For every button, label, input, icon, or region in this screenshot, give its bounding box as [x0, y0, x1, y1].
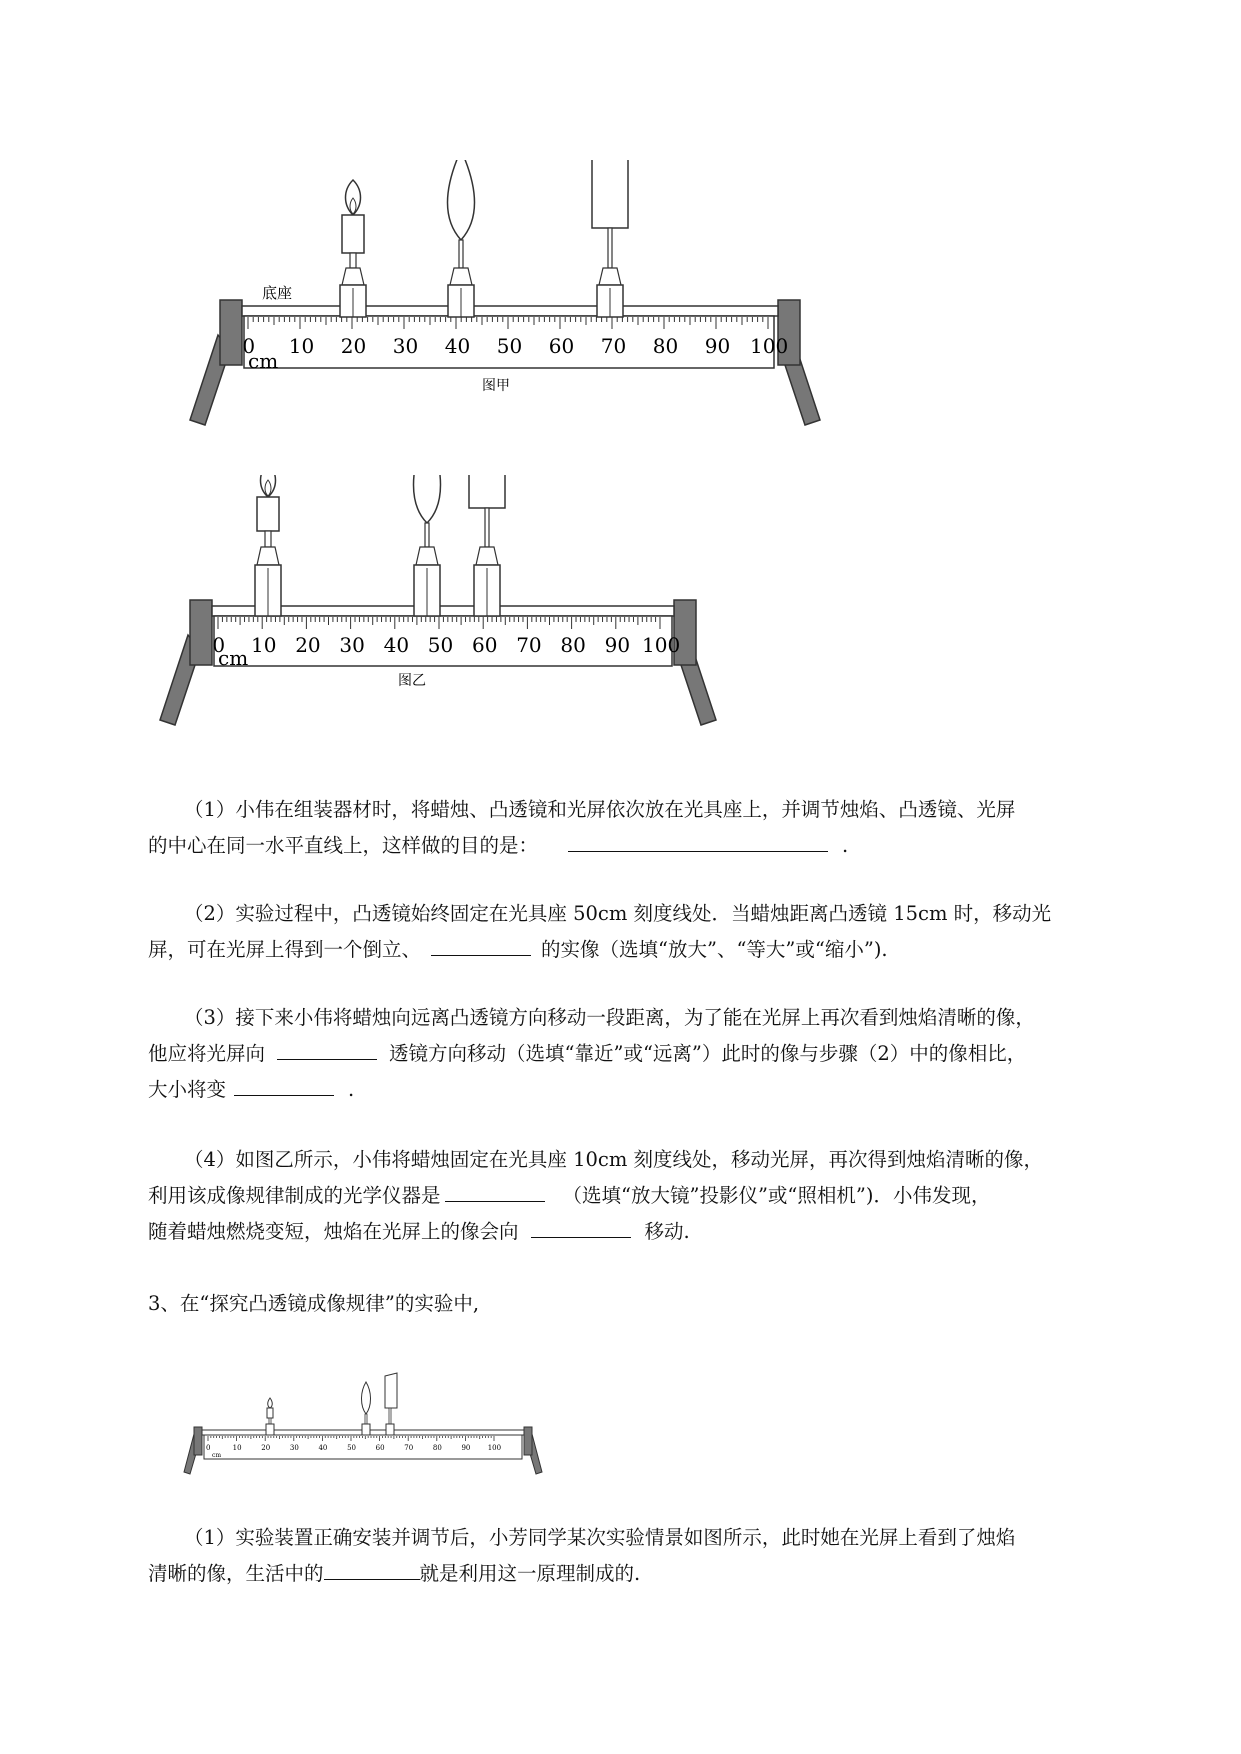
ruler-tick-label: 70 — [404, 1444, 414, 1452]
q3-p1-line2 — [148, 1556, 1148, 1592]
ruler-tick-label: 90 — [604, 633, 631, 657]
q2-p3-line2 — [148, 1036, 1148, 1072]
convex-lens — [414, 475, 441, 616]
ruler-tick-label: 80 — [652, 334, 679, 358]
q3-part-1 — [148, 1520, 1148, 1592]
bench-left-post — [194, 1427, 202, 1455]
q2-p4-line1: （4）如图乙所示，小伟将蜡烛固定在光具座 10cm 刻度线处，移动光屏，再次得到烛焰清晰的像， — [184, 1148, 1044, 1171]
convex-lens — [362, 1382, 371, 1435]
q2-p1-line1: （1）小伟在组装器材时，将蜡烛、凸透镜和光屏依次放在光具座上，并调节烛焰、凸透镜、光屏 — [184, 798, 1016, 821]
q2-p4-line2-text: 利用该成像规律制成的光学仪器是 — [148, 1184, 441, 1207]
q2-p3-line3-end: . — [348, 1078, 355, 1101]
q2-part-1 — [148, 792, 1148, 864]
ruler-tick-label: 30 — [289, 1444, 299, 1452]
answer-blank[interactable] — [324, 1557, 420, 1580]
ruler-tick-label: 10 — [288, 334, 315, 358]
candle — [340, 180, 366, 317]
ruler-tick-label: 80 — [560, 633, 586, 657]
candle — [266, 1398, 274, 1435]
ruler-tick-label: 90 — [461, 1444, 471, 1452]
lens-icon — [448, 160, 475, 240]
unit-label: cm — [248, 349, 279, 373]
ruler-tick-label: 50 — [427, 633, 454, 657]
unit-label: cm — [218, 646, 249, 670]
q3-heading-text: 3、在“探究凸透镜成像规律”的实验中, — [148, 1292, 480, 1315]
bench-left-post — [190, 600, 212, 665]
light-screen — [469, 475, 505, 616]
q2-part-3 — [148, 1000, 1148, 1108]
optical-bench-figure-3 — [180, 1368, 550, 1488]
ruler-tick-label: 50 — [496, 334, 523, 358]
bench-rail — [242, 306, 778, 316]
q2-p4-line2 — [148, 1178, 1148, 1214]
q2-p3-line2-text: 他应将光屏向 — [148, 1042, 266, 1065]
ruler-tick-label: 40 — [318, 1444, 328, 1452]
light-screen — [385, 1373, 397, 1435]
answer-blank[interactable] — [431, 933, 531, 956]
q2-p3-line2-end: 透镜方向移动（选填“靠近”或“远离”）此时的像与步骤（2）中的像相比， — [389, 1042, 1027, 1065]
q3-p1-line1: （1）实验装置正确安装并调节后，小芳同学某次实验情景如图所示，此时她在光屏上看到了烛焰 — [184, 1526, 1016, 1549]
answer-blank[interactable] — [277, 1037, 377, 1060]
ruler-tick-label: 100 — [750, 334, 789, 358]
figure-caption: 图甲 — [482, 378, 510, 394]
ruler-tick-label: 0 — [212, 633, 226, 657]
screen-icon — [469, 475, 505, 508]
ruler-tick-label: 20 — [295, 633, 321, 657]
flame-icon — [268, 1398, 273, 1408]
q2-p2-line2-end: 的实像（选填“放大”、“等大”或“缩小”). — [541, 938, 888, 961]
ruler-tick-label: 0 — [206, 1444, 211, 1452]
q2-p3-line1: （3）接下来小伟将蜡烛向远离凸透镜方向移动一段距离，为了能在光屏上再次看到烛焰清晰的像， — [184, 1006, 1035, 1029]
ruler-tick-label: 10 — [251, 633, 277, 657]
q2-part-2 — [148, 896, 1148, 968]
q2-p2-line2 — [148, 932, 1148, 968]
ruler-tick-label: 60 — [472, 633, 498, 657]
answer-blank[interactable] — [234, 1073, 334, 1096]
ruler-tick-label: 20 — [340, 334, 367, 358]
candle — [255, 475, 281, 616]
optical-bench-figure-2 — [130, 475, 830, 765]
ruler-tick-label: 40 — [383, 633, 410, 657]
bench-left-post — [220, 300, 242, 365]
lens-icon — [414, 475, 441, 523]
q2-p4-line3 — [148, 1214, 1148, 1250]
ruler-tick-label: 70 — [600, 334, 627, 358]
q2-p3-line3-text: 大小将变 — [148, 1078, 227, 1101]
ruler-tick-label: 60 — [375, 1444, 385, 1452]
convex-lens — [448, 160, 475, 317]
ruler-tick-label: 20 — [261, 1444, 271, 1452]
ruler-tick-label: 0 — [242, 334, 256, 358]
light-screen — [592, 160, 628, 317]
answer-blank[interactable] — [445, 1179, 545, 1202]
q2-p1-line2-text: 的中心在同一水平直线上，这样做的目的是： — [148, 834, 539, 857]
q3-p1-line2-text: 清晰的像，生活中的 — [148, 1562, 324, 1585]
unit-label: cm — [212, 1452, 222, 1459]
ruler-tick-label: 40 — [444, 334, 471, 358]
q2-p1-line2 — [148, 828, 1148, 864]
ruler-tick-label: 100 — [487, 1444, 502, 1452]
q2-p4-line2-end: （选填“放大镜”投影仪”或“照相机”)．小伟发现， — [562, 1184, 991, 1207]
bench-right-post — [524, 1427, 532, 1455]
ruler-tick-label: 90 — [704, 334, 731, 358]
ruler-tick-label: 80 — [432, 1444, 442, 1452]
ruler-tick-label: 10 — [232, 1444, 242, 1452]
q2-p3-line3 — [148, 1072, 1148, 1108]
optical-bench-figure-1 — [170, 160, 870, 460]
bench-ruler — [204, 1435, 522, 1459]
ruler-tick-label: 30 — [339, 633, 365, 657]
ruler-tick-label: 60 — [548, 334, 575, 358]
q2-p1-line2-end: . — [842, 834, 849, 857]
answer-blank[interactable] — [568, 829, 828, 852]
q2-p4-line3-end: 移动. — [644, 1220, 690, 1243]
ruler-tick-label: 30 — [392, 334, 419, 358]
q3-heading — [148, 1286, 1148, 1322]
q2-p2-line1: （2）实验过程中，凸透镜始终固定在光具座 50cm 刻度线处．当蜡烛距离凸透镜 15cm 时，移动光 — [184, 902, 1052, 925]
lens-icon — [362, 1382, 371, 1414]
screen-icon — [385, 1373, 397, 1408]
base-label: 底座 — [262, 284, 293, 302]
q2-p4-line3-text: 随着蜡烛燃烧变短，烛焰在光屏上的像会向 — [148, 1220, 519, 1243]
screen-icon — [592, 160, 628, 228]
q3-p1-line2-end: 就是利用这一原理制成的. — [419, 1562, 641, 1585]
ruler-tick-label: 100 — [642, 633, 681, 657]
q2-part-4 — [148, 1142, 1148, 1250]
answer-blank[interactable] — [531, 1215, 631, 1238]
figure-caption: 图乙 — [398, 673, 426, 689]
q2-p2-line2-text: 屏，可在光屏上得到一个倒立、 — [148, 938, 422, 961]
ruler-tick-label: 50 — [347, 1444, 357, 1452]
ruler-tick-label: 70 — [516, 633, 542, 657]
